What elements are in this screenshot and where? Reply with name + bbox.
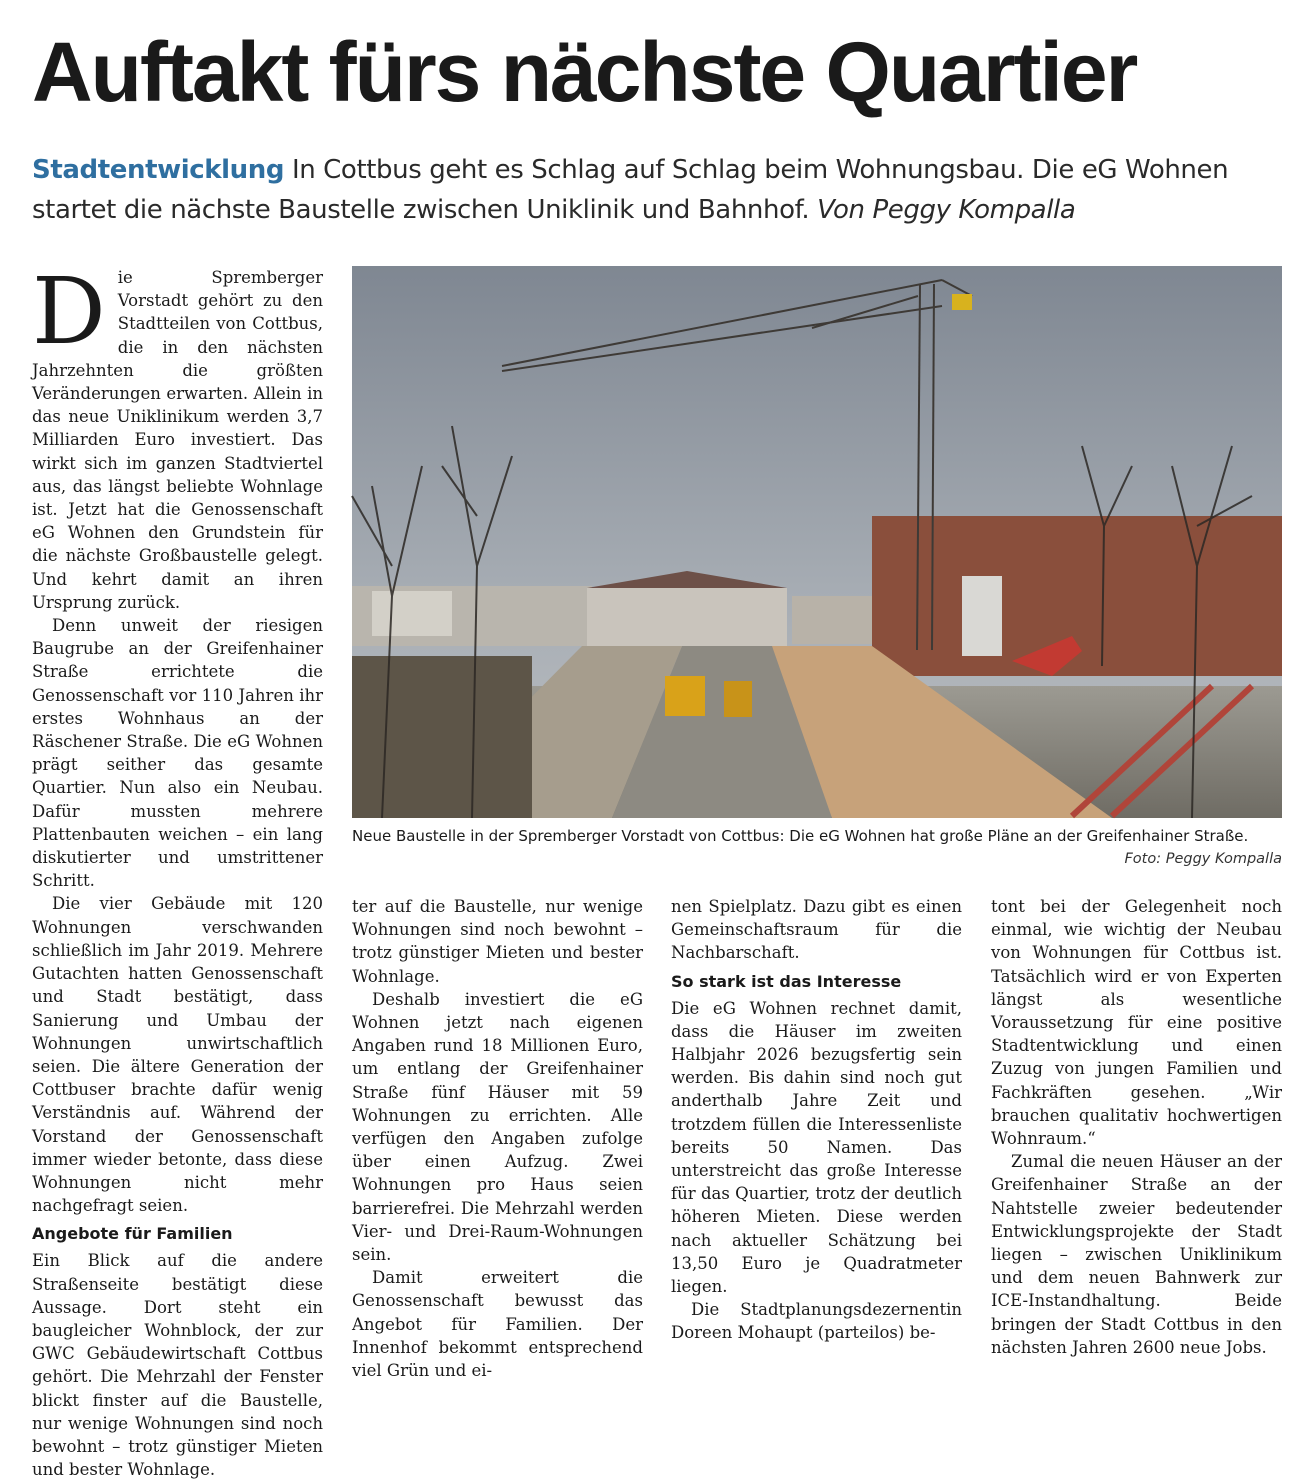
paragraph: Deshalb investiert die eG Wohnen jetzt nach eigenen Angaben rund 18 Millionen Euro, um entlang der Greifenhainer Straße fünf Häuser mit 59 Wohnungen zu errichten. Alle verfügen den Angaben zufolge über einen Aufzug. Zwei Wohnungen pro Haus seien barrierefrei. Die Mehrzahl werden Vier- und Drei-Raum-Wohnungen sein. [352, 989, 643, 1265]
kicker: Stadtentwicklung [32, 155, 285, 185]
column-2 [352, 895, 643, 1381]
paragraph: nen Spielplatz. Dazu gibt es einen Gemeinschaftsraum für die Nachbarschaft. [671, 897, 962, 963]
subheading: Angebote für Familien [32, 1224, 233, 1244]
paragraph: Die Stadtplanungsdezernentin Doreen Mohaupt (parteilos) be- [671, 1300, 962, 1343]
photo-credit: Foto: Peggy Kompalla [1124, 851, 1282, 867]
paragraph: ter auf die Baustelle, nur wenige Wohnungen sind noch bewohnt – trotz günstiger Mieten und bester Wohnlage. [352, 897, 643, 986]
paragraph: tont bei der Gelegenheit noch einmal, wie wichtig der Neubau von Wohnungen für Cottbus ist. Tatsächlich wird er von Experten längst als wesentliche Voraussetzung für eine positive Stadtentwicklung und einen Zuzug von jungen Familien und Fachkräften gesehen. „Wir brauchen qualitativ hochwertigen Wohnraum.“ [991, 897, 1282, 1149]
paragraph: Ein Blick auf die andere Straßenseite bestätigt diese Aussage. Dort steht ein baugleicher Wohnblock, der zur GWC Gebäudewirtschaft Cottbus gehört. Die Mehrzahl der Fenster blickt finster auf die Baustelle, nur wenige Wohnungen sind noch bewohnt – trotz günstiger Mieten und bester Wohnlage. [32, 1251, 323, 1480]
construction-site-photo [352, 266, 1282, 818]
intro-text [32, 150, 1282, 230]
paragraph-text: ie Spremberger Vorstadt gehört zu den Stadtteilen von Cottbus, die in den nächsten Jahrzehnten die größten Veränderungen erwarten. Allein in das neue Uniklinikum werden 3,7 Milliarden Euro investiert. Das wirkt sich im ganzen Stadtviertel aus, das längst beliebte Wohnlage ist. Jetzt hat die Genossenschaft eG Wohnen den Grundstein für die nächste Großbaustelle gelegt. Und kehrt damit an ihren Ursprung zurück. [32, 268, 323, 612]
drop-cap: D [32, 258, 106, 365]
lead-text: In Cottbus geht es Schlag auf Schlag beim Wohnungsbau. Die eG Wohnen startet die nächste Baustelle zwischen Uniklinik und Bahnhof. [32, 155, 1229, 225]
paragraph: Die eG Wohnen rechnet damit, dass die Häuser im zweiten Halbjahr 2026 bezugsfertig sein werden. Bis dahin sind noch gut anderthalb Jahre Zeit und trotzdem füllen die Interessenliste bereits 50 Namen. Das unterstreicht das große Interesse für das Quartier, trotz der deutlich höheren Mieten. Diese werden nach aktueller Schätzung bei 13,50 Euro je Quadratmeter liegen. [671, 998, 962, 1297]
column-3 [671, 895, 962, 1350]
paragraph: Denn unweit der riesigen Baugrube an der Greifenhainer Straße errichtete die Genossenschaft vor 110 Jahren ihr erstes Wohnhaus an der Räschener Straße. Die eG Wohnen prägt seither das gesamte Quartier. Nun also ein Neubau. Dafür mussten mehrere Plattenbauten weichen – ein lang diskutierter und umstrittener Schritt. [32, 616, 323, 891]
paragraph: Damit erweitert die Genossenschaft bewusst das Angebot für Familien. Der Innenhof bekommt entsprechend viel Grün und ei- [352, 1268, 643, 1381]
headline: Auftakt fürs nächste Quartier [32, 25, 1137, 119]
column-1 [32, 258, 323, 1480]
paragraph: Zumal die neuen Häuser an der Greifenhainer Straße an der Nahtstelle zweier bedeutender Entwicklungsprojekte der Stadt liegen – zwischen Uniklinikum und dem neuen Bahnwerk zur ICE-Instandhaltung. Beide bringen der Stadt Cottbus in den nächsten Jahren 2600 neue Jobs. [991, 1152, 1282, 1357]
subheading: So stark ist das Interesse [671, 971, 902, 991]
column-4 [991, 895, 1282, 1357]
paragraph [32, 258, 323, 614]
byline: Von Peggy Kompalla [817, 195, 1076, 225]
photo-caption: Neue Baustelle in der Spremberger Vorstadt von Cottbus: Die eG Wohnen hat große Pläne an der Greifenhainer Straße. [352, 827, 1249, 845]
paragraph: Die vier Gebäude mit 120 Wohnungen verschwanden schließlich im Jahr 2019. Mehrere Gutachten hatten Genossenschaft und Stadt bestätigt, dass Sanierung und Umbau der Wohnungen unwirtschaftlich seien. Die ältere Generation der Cottbuser brachte dafür wenig Verständnis auf. Während der Vorstand der Genossenschaft immer wieder betonte, dass diese Wohnungen nicht mehr nachgefragt seien. [32, 894, 323, 1216]
